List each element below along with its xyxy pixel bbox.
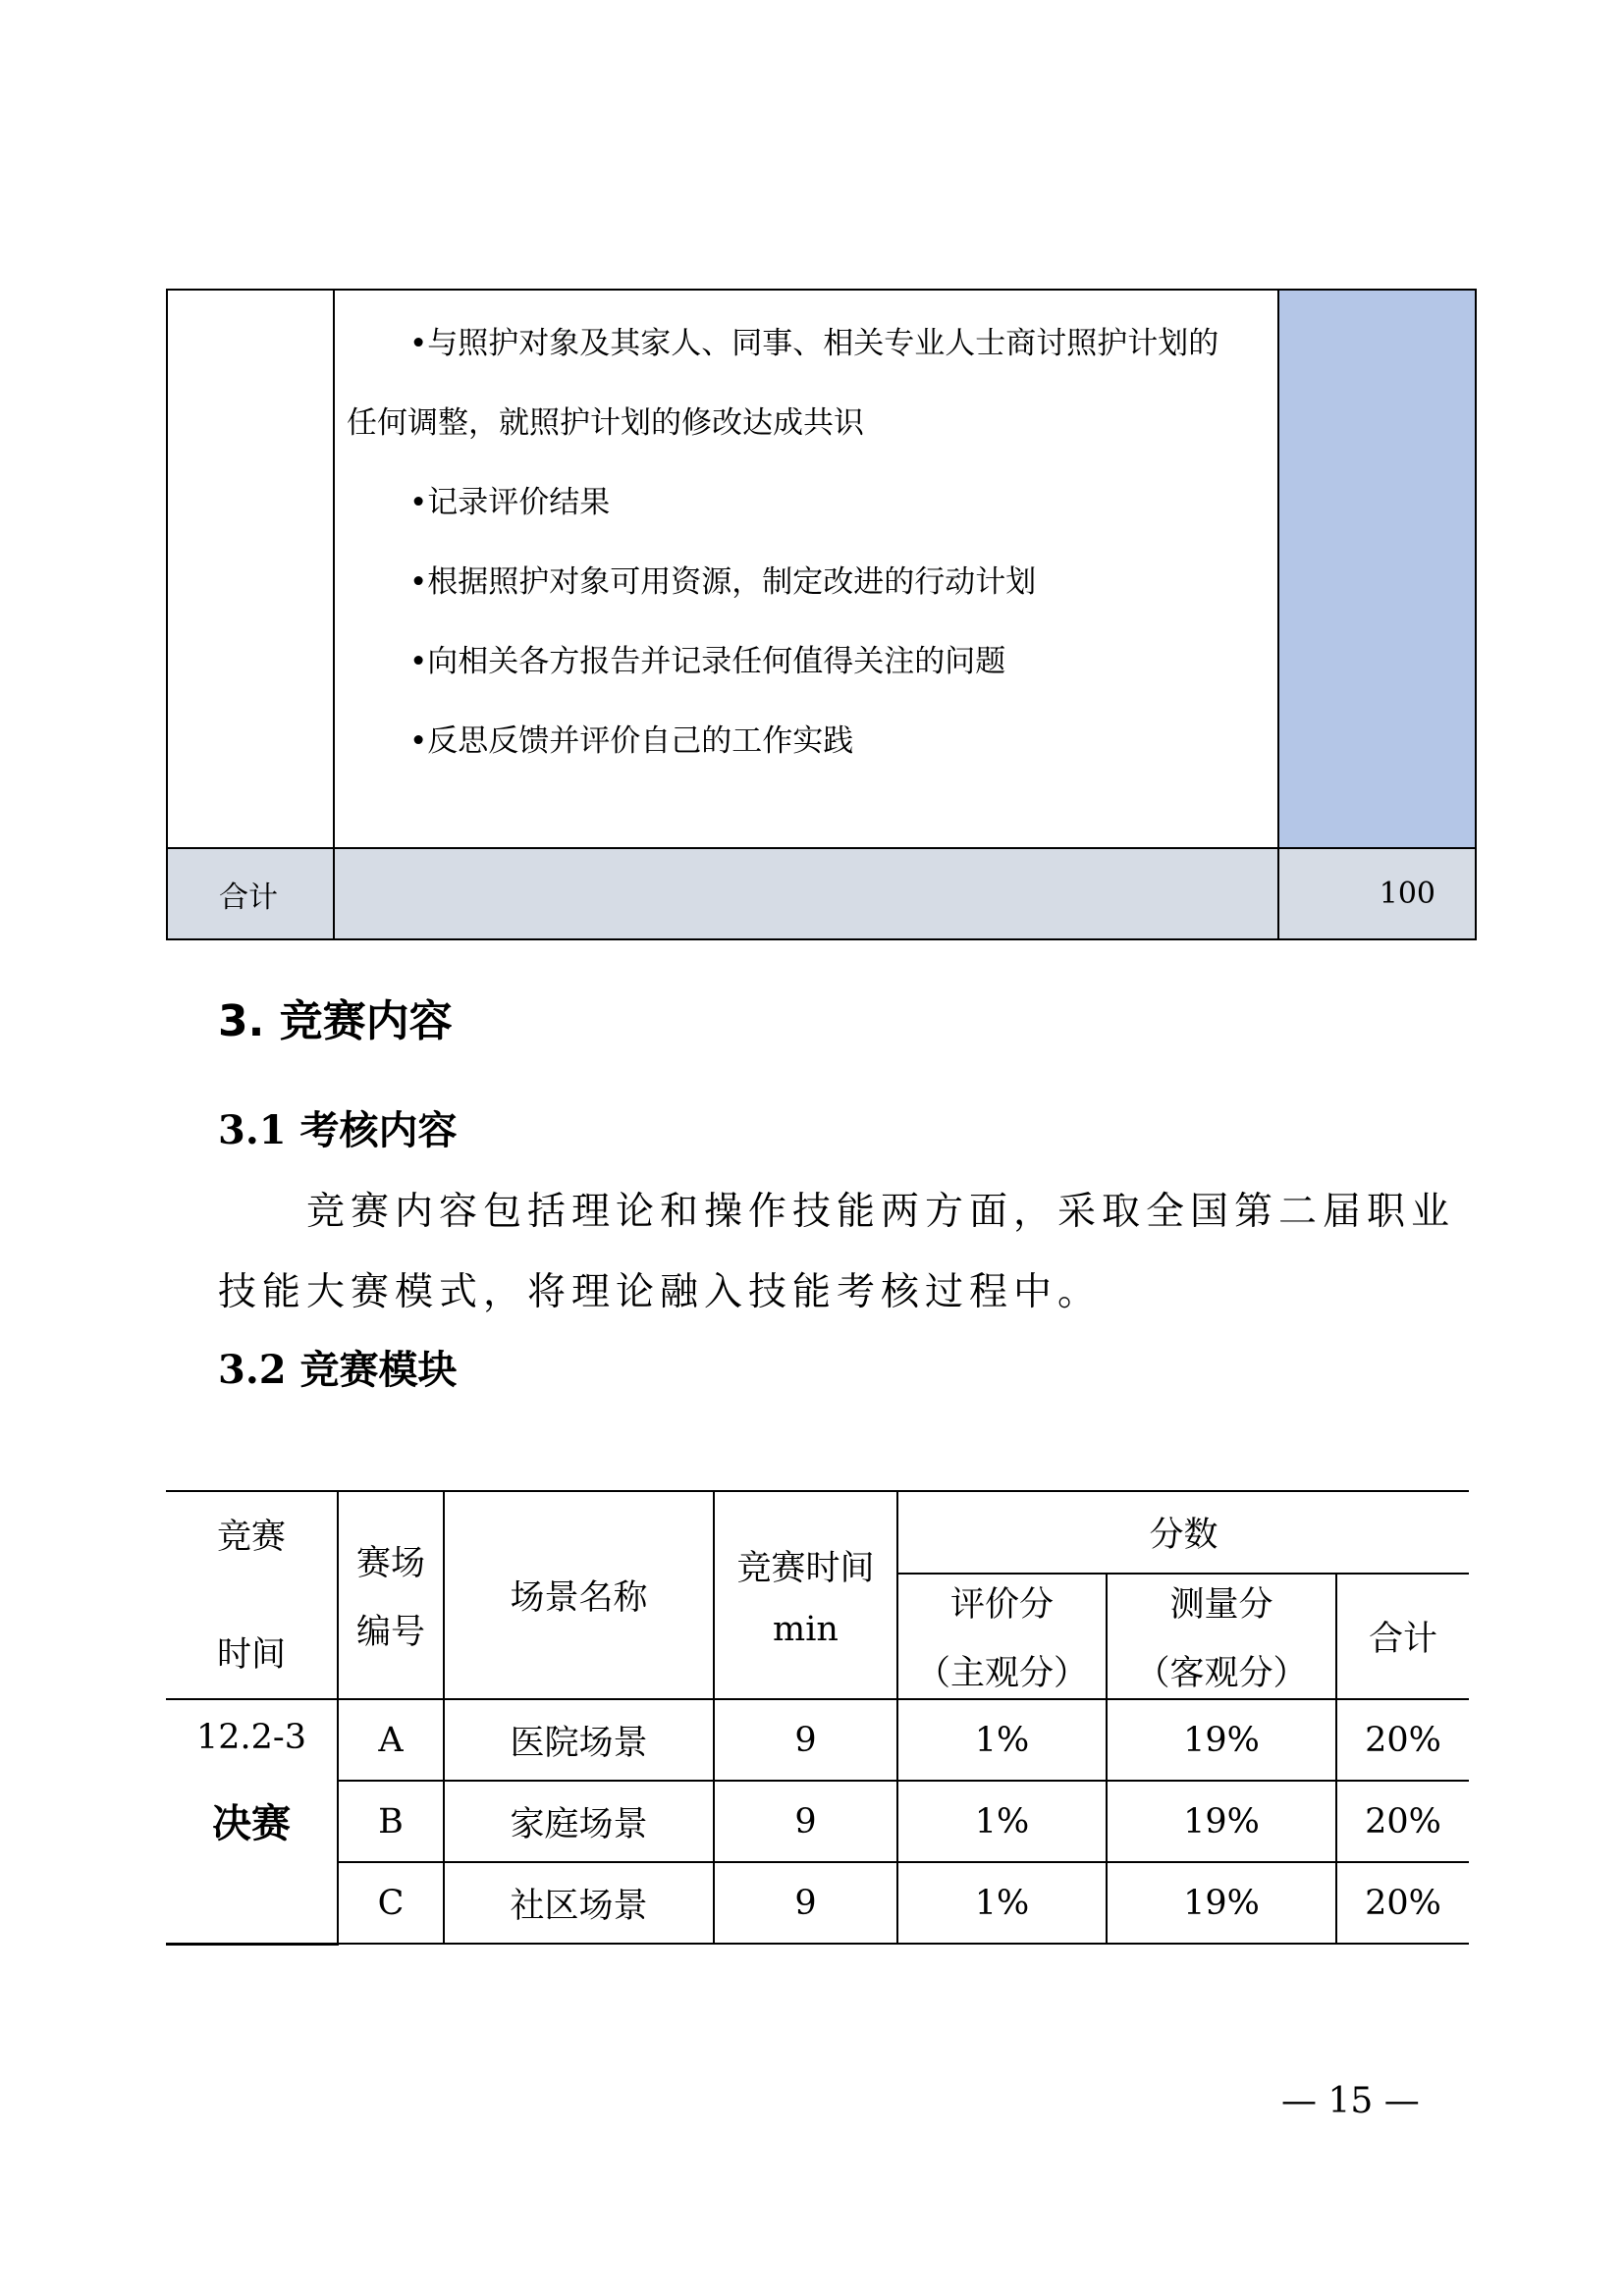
measure-score: 19% <box>1107 1699 1336 1781</box>
module-cell-empty <box>167 290 334 848</box>
venue-id: C <box>338 1862 444 1944</box>
scene-name: 医院场景 <box>444 1699 714 1781</box>
header-eval-score <box>897 1574 1107 1699</box>
competition-modules-table <box>166 1490 1469 1946</box>
row-total: 20% <box>1336 1781 1469 1862</box>
criteria-bullet: •根据照护对象可用资源，制定改进的行动计划 <box>409 564 1037 600</box>
measure-score: 19% <box>1107 1862 1336 1944</box>
header-eval-line: （主观分） <box>915 1654 1088 1693</box>
scene-name: 家庭场景 <box>444 1781 714 1862</box>
paragraph-line: 竞赛内容包括理论和操作技能两方面，采取全国第二届职业 <box>306 1190 1456 1234</box>
total-value: 100 <box>1278 848 1476 939</box>
total-label: 合计 <box>167 848 334 939</box>
header-venue-line: 赛场 <box>355 1544 425 1583</box>
table-row <box>166 1781 1469 1862</box>
table-row <box>166 1699 1469 1781</box>
header-row <box>166 1491 1469 1574</box>
page-number: — 15 — <box>1281 2081 1420 2121</box>
header-measure-line: （客观分） <box>1135 1654 1308 1693</box>
measure-score: 19% <box>1107 1781 1336 1862</box>
round-cell <box>166 1699 338 1944</box>
criteria-bullet: •与照护对象及其家人、同事、相关专业人士商讨照护计划的 <box>409 326 1219 361</box>
header-time-top: 竞赛 <box>216 1518 286 1557</box>
duration: 9 <box>714 1862 897 1944</box>
row-total: 20% <box>1336 1699 1469 1781</box>
header-measure-line: 测量分 <box>1169 1585 1273 1625</box>
eval-score: 1% <box>897 1699 1107 1781</box>
header-score-group: 分数 <box>897 1491 1469 1574</box>
header-venue-line: 编号 <box>355 1613 425 1652</box>
header-venue <box>338 1491 444 1699</box>
row-total: 20% <box>1336 1862 1469 1944</box>
duration: 9 <box>714 1781 897 1862</box>
criteria-row <box>167 290 1476 848</box>
header-eval-line: 评价分 <box>949 1585 1054 1625</box>
table-row <box>166 1862 1469 1944</box>
subsection-title-3-1: 3.1 考核内容 <box>218 1107 458 1153</box>
competition-date: 12.2-3 <box>195 1718 307 1757</box>
score-cell-shaded <box>1278 290 1476 848</box>
header-time <box>166 1491 338 1699</box>
header-total: 合计 <box>1336 1574 1469 1699</box>
header-time-bottom: 时间 <box>216 1635 286 1675</box>
assessment-criteria-table-continued <box>166 289 1477 940</box>
criteria-bullet: •记录评价结果 <box>409 485 611 520</box>
eval-score: 1% <box>897 1862 1107 1944</box>
section-title: 3. 竞赛内容 <box>218 996 453 1046</box>
criteria-content-cell <box>334 290 1278 848</box>
criteria-bullet-continuation: 任何调整，就照护计划的修改达成共识 <box>347 405 864 441</box>
competition-round: 决赛 <box>212 1801 291 1846</box>
header-duration <box>714 1491 897 1699</box>
scene-name: 社区场景 <box>444 1862 714 1944</box>
venue-id: B <box>338 1781 444 1862</box>
criteria-bullet: •向相关各方报告并记录任何值得关注的问题 <box>409 644 1006 679</box>
header-scene: 场景名称 <box>444 1491 714 1699</box>
header-measure-score <box>1107 1574 1336 1699</box>
paragraph-line: 技能大赛模式，将理论融入技能考核过程中。 <box>218 1270 1103 1314</box>
criteria-bullet-list <box>335 291 1277 781</box>
header-duration-line: 竞赛时间 <box>736 1549 875 1588</box>
header-duration-unit: min <box>773 1610 839 1649</box>
eval-score: 1% <box>897 1781 1107 1862</box>
criteria-bullet: •反思反馈并评价自己的工作实践 <box>409 723 854 759</box>
subsection-title-3-2: 3.2 竞赛模块 <box>218 1347 458 1393</box>
total-row-empty-cell <box>334 848 1278 939</box>
venue-id: A <box>338 1699 444 1781</box>
total-row <box>167 848 1476 939</box>
duration: 9 <box>714 1699 897 1781</box>
